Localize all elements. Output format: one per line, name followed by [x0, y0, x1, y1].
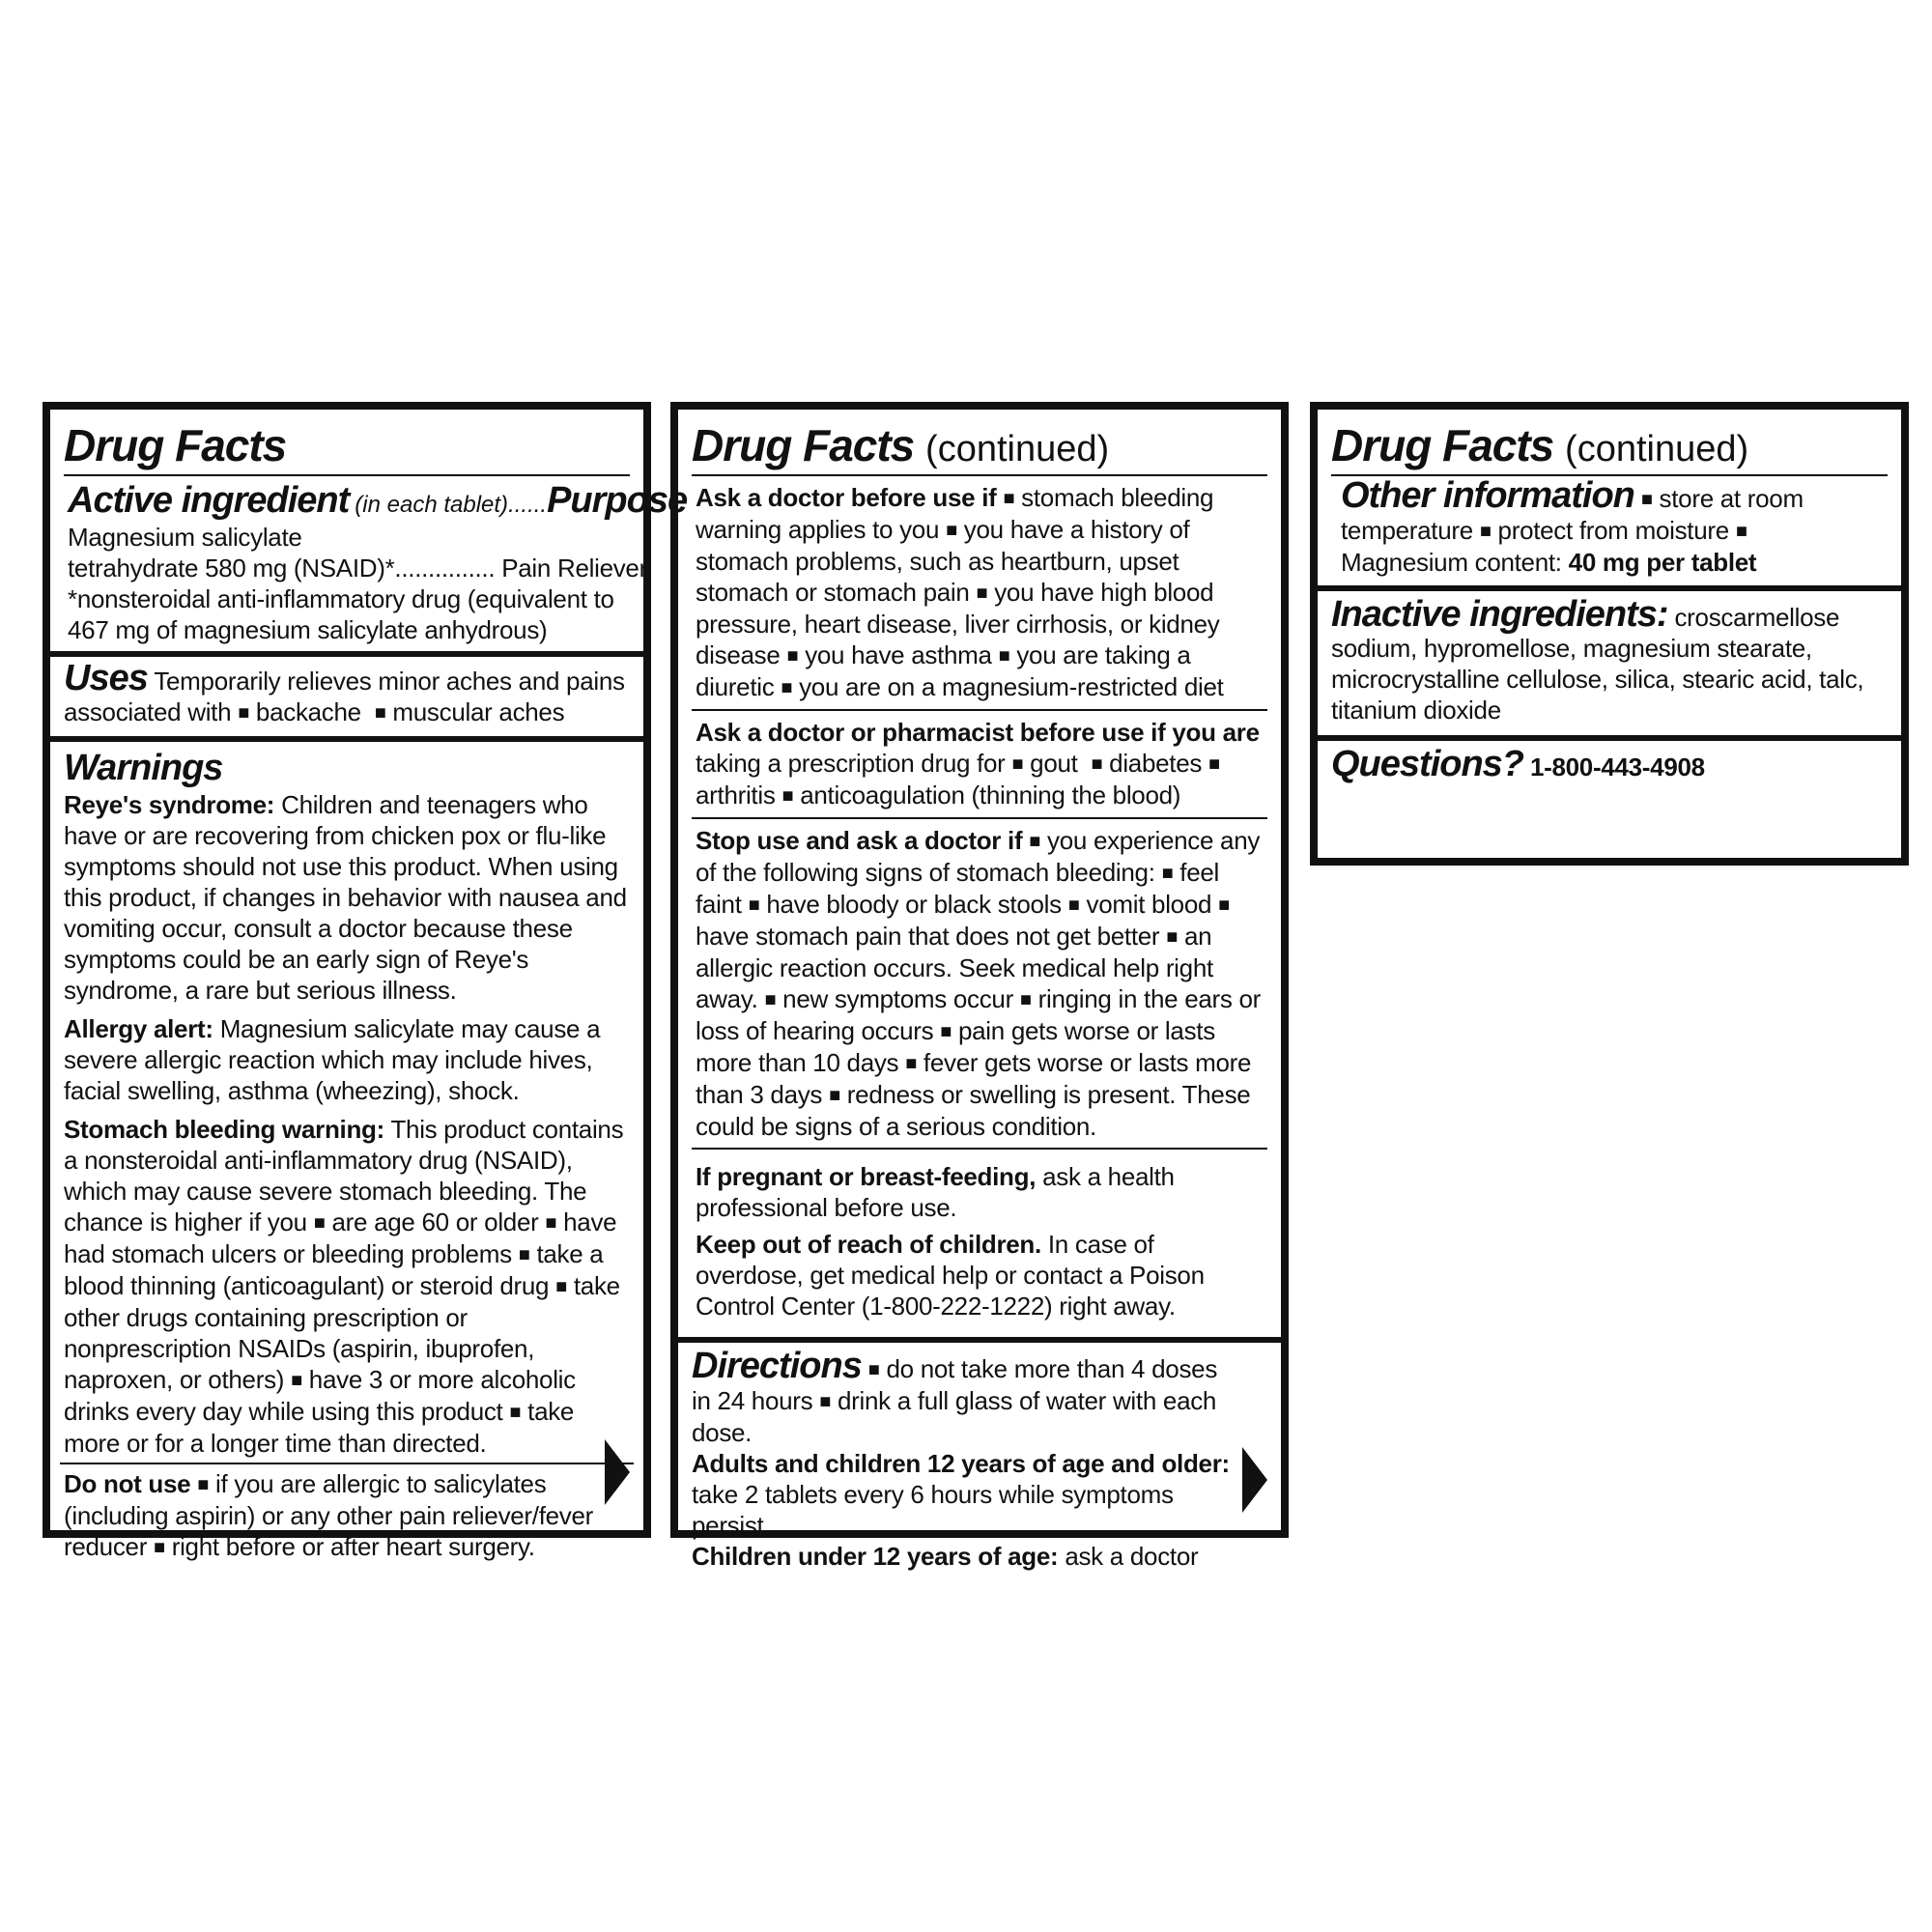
inactive-ingredients-heading: Inactive ingredients:: [1331, 593, 1668, 635]
stop-item: have bloody or black stools: [766, 889, 1062, 919]
stop-use-label: Stop use and ask a doctor if: [696, 825, 1023, 855]
ingredient-dots: ...............: [394, 553, 496, 582]
ask-item: you are on a magnesium-restricted diet: [799, 671, 1224, 701]
stop-use-lead: you experience any of the following signs of stomach bleeding:: [696, 825, 1261, 887]
ingredient-footnote: *nonsteroidal anti-inflammatory drug (equivalent to 467 mg of magnesium salicylate anhydrous): [68, 583, 614, 644]
allergy-label: Allergy alert:: [64, 1013, 213, 1043]
drug-facts-panel-1: [43, 402, 688, 1561]
divider: [60, 1463, 634, 1464]
ask-item: you have asthma: [805, 639, 992, 669]
inactive-ingredients-text: croscarmellose sodium, hypromellose, magnesium stearate, microcrystalline cellulose, silica, stearic acid, talc, titanium dioxide: [1331, 602, 1864, 724]
active-ingredient-heading: Active ingredient: [68, 479, 350, 521]
bullet-icon: ■: [748, 894, 760, 916]
bullet-icon: ■: [829, 1084, 840, 1106]
stop-item: have stomach pain that does not get better: [696, 921, 1160, 951]
active-dots: ......: [508, 491, 548, 518]
panel-title: Drug Facts: [1331, 420, 1554, 470]
title-section: [1318, 415, 1901, 474]
direction-item: drink a full glass of water with each dose.: [692, 1385, 1217, 1447]
keep-out-label: Keep out of reach of children.: [696, 1229, 1041, 1259]
reye-text: Children and teenagers who have or are recovering from chicken pox or flu-like symptoms should not use this product. When using this product, if changes in behavior with nausea and vomiting occur, consult a doctor because these symptoms could be an early sign of Reye's syndrome, a rare but serious illness.: [64, 789, 627, 1005]
ingredient-purpose: Pain Reliever: [501, 553, 647, 582]
children-text: ask a doctor: [1065, 1541, 1199, 1571]
stomach-item: have had stomach ulcers or bleeding problems: [64, 1207, 617, 1268]
ask-pharmacist-item: arthritis: [696, 780, 776, 810]
stop-use-section: [692, 817, 1267, 1148]
bullet-icon: ■: [946, 519, 957, 541]
bullet-icon: ■: [867, 1358, 880, 1380]
bullet-icon: ■: [976, 582, 988, 604]
other-item: store at room temperature: [1341, 483, 1804, 545]
stomach-item: take other drugs containing prescription or nonprescription NSAIDs (aspirin, ibuprofen, naproxen, or others): [64, 1270, 620, 1394]
bullet-icon: ■: [154, 1536, 165, 1558]
children-label: Children under 12 years of age:: [692, 1541, 1059, 1571]
bullet-icon: ■: [1208, 753, 1220, 775]
bullet-icon: ■: [374, 701, 386, 724]
other-information-section: [1331, 474, 1888, 585]
drug-facts-panel-3: [1310, 402, 1909, 866]
other-information-heading: Other information: [1341, 474, 1634, 516]
uses-heading: Uses: [64, 657, 148, 698]
ask-doctor-section: [692, 474, 1267, 709]
ask-item: you have a history of stomach problems, such as heartburn, upset stomach or stomach pain: [696, 514, 1190, 607]
bullet-icon: ■: [1019, 988, 1032, 1010]
bullet-icon: ■: [905, 1052, 917, 1074]
bullet-icon: ■: [1003, 487, 1015, 509]
warnings-heading: Warnings: [64, 747, 223, 788]
continue-arrow-icon: [605, 1439, 630, 1505]
stop-item: vomit blood: [1086, 889, 1212, 919]
direction-item: do not take more than 4 doses in 24 hours: [692, 1353, 1218, 1415]
ask-pharmacist-section: [692, 709, 1267, 817]
ingredient-name-2: tetrahydrate 580 mg (NSAID)*: [68, 553, 395, 582]
bullet-icon: ■: [555, 1275, 567, 1297]
active-ingredient-section: [64, 474, 688, 651]
active-ingredient-sub: (in each tablet): [355, 491, 509, 518]
keep-out-text: In case of overdose, get medical help or contact a Poison Control Center (1-800-222-1222) right away.: [696, 1229, 1205, 1321]
stop-item: pain gets worse or lasts more than 10 days: [696, 1015, 1215, 1077]
stop-item: new symptoms occur: [782, 983, 1013, 1013]
ask-pharmacist-label: Ask a doctor or pharmacist before use if you are: [696, 717, 1260, 747]
bullet-icon: ■: [1091, 753, 1103, 775]
other-item: Magnesium content:: [1341, 547, 1562, 577]
panel-title-continued: (continued): [1565, 429, 1749, 469]
ask-item: you are taking a diuretic: [696, 639, 1191, 701]
bullet-icon: ■: [197, 1473, 210, 1495]
bullet-icon: ■: [819, 1390, 832, 1412]
stomach-item: take more or for a longer time than directed.: [64, 1396, 575, 1458]
ask-pharmacist-item: anticoagulation (thinning the blood): [800, 780, 1181, 810]
directions-heading: Directions: [692, 1345, 862, 1386]
bullet-icon: ■: [764, 988, 777, 1010]
purpose-heading: Purpose: [547, 479, 688, 521]
title-section: [50, 415, 643, 474]
bullet-icon: ■: [545, 1211, 557, 1234]
bullet-icon: ■: [1479, 520, 1492, 542]
magnesium-content-value: 40 mg per tablet: [1568, 547, 1757, 577]
stop-item: fever gets worse or lasts more than 3 days: [696, 1047, 1252, 1109]
uses-section: [50, 651, 643, 736]
stomach-item: have 3 or more alcoholic drinks every day while using this product: [64, 1364, 576, 1426]
bullet-icon: ■: [1161, 862, 1174, 884]
other-item: protect from moisture: [1497, 515, 1729, 545]
ask-pharmacist-item: gout: [1030, 748, 1078, 778]
uses-item-1: backache: [255, 696, 361, 726]
bullet-icon: ■: [1640, 488, 1653, 510]
pregnancy-text: ask a health professional before use.: [696, 1161, 1175, 1222]
bullet-icon: ■: [786, 644, 799, 667]
do-not-use-item: if you are allergic to salicylates (including aspirin) or any other pain reliever/fever reducer: [64, 1468, 594, 1561]
ask-doctor-label: Ask a doctor before use if: [696, 482, 997, 512]
panel-title-continued: (continued): [925, 429, 1110, 469]
directions-section: [678, 1337, 1281, 1579]
stomach-label: Stomach bleeding warning:: [64, 1114, 384, 1144]
bullet-icon: ■: [998, 644, 1010, 667]
inactive-ingredients-section: [1318, 585, 1901, 735]
bullet-icon: ■: [1029, 830, 1041, 852]
bullet-icon: ■: [940, 1020, 952, 1042]
ask-item: stomach bleeding warning applies to you: [696, 482, 1214, 544]
title-section: [678, 415, 1281, 474]
bullet-icon: ■: [1067, 894, 1080, 916]
uses-text: Temporarily relieves minor aches and pains associated with: [64, 666, 625, 726]
stop-item: an allergic reaction occurs. Seek medical help right away.: [696, 921, 1213, 1013]
stomach-text: This product contains a nonsteroidal anti-inflammatory drug (NSAID), which may cause severe stomach bleeding. The chance is higher if you: [64, 1114, 624, 1236]
bullet-icon: ■: [238, 701, 249, 724]
questions-heading: Questions?: [1331, 743, 1524, 784]
stop-item: feel faint: [696, 857, 1220, 919]
panel-title: Drug Facts: [692, 420, 915, 470]
bullet-icon: ■: [1735, 520, 1747, 542]
bullet-icon: ■: [313, 1211, 326, 1234]
stomach-item: take a blood thinning (anticoagulant) or steroid drug: [64, 1238, 604, 1300]
bullet-icon: ■: [291, 1369, 302, 1391]
pregnancy-section: [692, 1148, 1267, 1329]
ask-pharmacist-text: taking a prescription drug for: [696, 748, 1006, 778]
do-not-use-label: Do not use: [64, 1468, 191, 1498]
uses-item-2: muscular aches: [392, 696, 565, 726]
drug-facts-panel-2: [670, 402, 1289, 1571]
bullet-icon: ■: [781, 676, 793, 698]
bullet-icon: ■: [509, 1401, 522, 1423]
questions-phone: 1-800-443-4908: [1529, 752, 1705, 781]
questions-section: [1318, 735, 1901, 790]
do-not-use-item: right before or after heart surgery.: [171, 1531, 535, 1561]
ask-item: you have high blood pressure, heart disease, liver cirrhosis, or kidney disease: [696, 577, 1220, 669]
continue-arrow-icon: [1242, 1447, 1267, 1513]
bullet-icon: ■: [1166, 925, 1179, 948]
allergy-text: Magnesium salicylate may cause a severe allergic reaction which may include hives, facial swelling, asthma (wheezing), shock.: [64, 1013, 601, 1105]
bullet-icon: ■: [1011, 753, 1024, 775]
stop-item: redness or swelling is present. These could be signs of a serious condition.: [696, 1079, 1251, 1141]
stomach-item: are age 60 or older: [331, 1207, 539, 1236]
stop-item: ringing in the ears or loss of hearing occurs: [696, 983, 1262, 1045]
adults-label: Adults and children 12 years of age and older:: [692, 1448, 1230, 1478]
warnings-section: [50, 736, 643, 1571]
ingredient-name-1: Magnesium salicylate: [68, 522, 302, 552]
pregnancy-label: If pregnant or breast-feeding,: [696, 1161, 1037, 1191]
ask-pharmacist-item: diabetes: [1109, 748, 1203, 778]
bullet-icon: ■: [1218, 894, 1230, 916]
reye-label: Reye's syndrome:: [64, 789, 275, 819]
adults-text: take 2 tablets every 6 hours while symptoms persist.: [692, 1479, 1174, 1540]
panel-title: Drug Facts: [64, 420, 287, 470]
bullet-icon: ■: [518, 1243, 530, 1265]
bullet-icon: ■: [781, 784, 794, 807]
